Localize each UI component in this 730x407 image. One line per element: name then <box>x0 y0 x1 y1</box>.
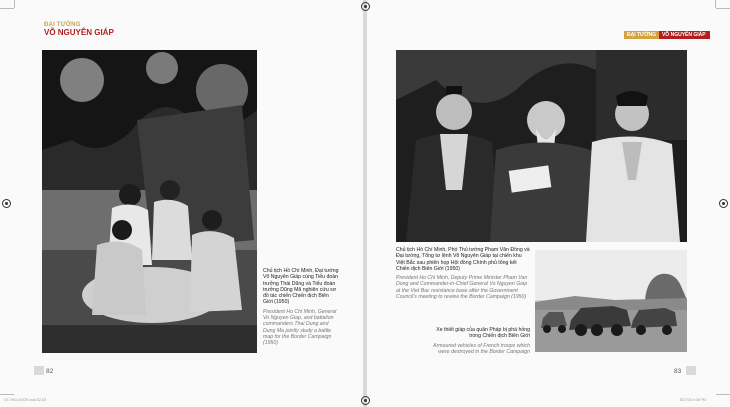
crop-mark <box>0 394 14 395</box>
series-header-small: ĐẠI TƯỚNG <box>44 22 81 28</box>
page-number-right: 83 <box>674 368 682 375</box>
caption-map-study-en: President Ho Chi Minh, General Vo Nguyen Giap, and battalion commanders Thai Dung and Dung Ma jointly study a battle map for the Border Campaign (1950) <box>263 308 337 347</box>
series-header-title: VÕ NGUYÊN GIÁP <box>44 28 114 37</box>
photo-armoured-vehicles <box>535 250 687 352</box>
crop-mark <box>716 8 730 9</box>
series-tag <box>624 31 710 39</box>
crop-mark <box>14 0 15 8</box>
caption-map-study <box>263 268 339 347</box>
caption-three-leaders-en: President Ho Chi Minh, Deputy Prime Minister Pham Van Dong and Commander-in-Chief General Vo Nguyen Giap at the Viet Bac resistance base after the Government Council's meeting to review the Border Campaign (1950) <box>396 275 528 301</box>
page-number-left: 82 <box>46 368 54 375</box>
crop-mark <box>716 394 730 395</box>
photo-map-study <box>42 50 257 353</box>
caption-armoured-vehicles-en: Armoured vehicles of French troops which were destroyed in the Border Campaign <box>433 342 530 355</box>
series-header <box>44 22 114 37</box>
series-tag-gold: ĐẠI TƯỚNG <box>624 31 659 39</box>
series-tag-red: VÕ NGUYÊN GIÁP <box>661 32 706 38</box>
caption-three-leaders <box>396 247 531 300</box>
print-slug-left: DT-VNG-BOOK.indd 82-83 <box>4 398 47 402</box>
caption-three-leaders-vi: Chủ tịch Hồ Chí Minh, Phó Thủ tướng Phạm Văn Đồng và Đại tướng, Tổng tư lệnh Võ Nguyên Giáp tại chiến khu Việt Bắc sau phiên họp Hội đồng Chính phủ tổng kết Chiến dịch Biên Giới (1950) <box>396 247 530 272</box>
registration-mark-left-icon <box>2 199 11 208</box>
book-gutter <box>363 0 367 407</box>
caption-armoured-vehicles-vi: Xe thiết giáp của quân Pháp bị phá hỏng trong Chiến dịch Biên Giới <box>436 327 530 340</box>
caption-armoured-vehicles <box>430 327 530 355</box>
registration-mark-right-icon <box>719 199 728 208</box>
registration-mark-top-icon <box>361 2 370 11</box>
page-number-box-right <box>686 366 696 375</box>
caption-map-study-vi: Chủ tịch Hồ Chí Minh, Đại tướng Võ Nguyên Giáp cùng Tiểu đoàn trưởng Thái Dũng và Tiểu đoàn trưởng Dũng Mã nghiên cứu sơ đồ tác chiến Chiến dịch Biên Giới (1950) <box>263 268 339 306</box>
crop-mark <box>0 8 14 9</box>
crop-mark <box>715 0 716 8</box>
print-slug-right: 8/27/20 4:08 PM <box>680 398 706 402</box>
page-number-box-left <box>34 366 44 375</box>
registration-mark-bottom-icon <box>361 396 370 405</box>
photo-three-leaders <box>396 50 687 242</box>
